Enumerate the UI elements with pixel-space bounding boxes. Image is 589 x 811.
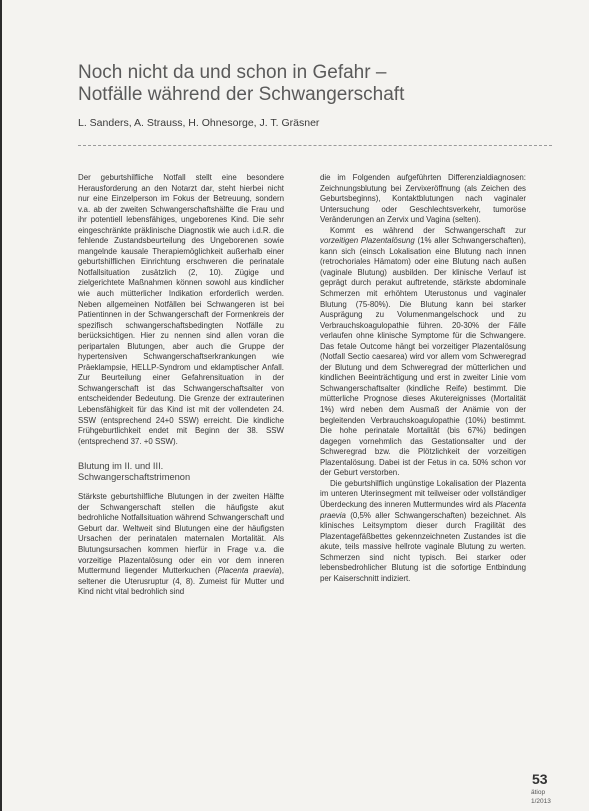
author-list: L. Sanders, A. Strauss, H. Ohnesorge, J. T. Gräsner bbox=[78, 117, 320, 129]
abruption-paragraph bbox=[320, 226, 526, 479]
page-binding-edge bbox=[0, 0, 2, 811]
section-heading-line-2: Schwangerschaftstrimenon bbox=[78, 472, 191, 483]
section-heading bbox=[78, 461, 284, 483]
bleeding-text-start: Stärkste geburtshilfliche Blutungen in der zweiten Hälfte der Schwangerschaft stellen die häufigste akut bedrohliche Notfallsituation während Schwangerschaft und Geburt dar. Weltweit sind Blutungen eine der häufigsten Ursachen der perinatalen maternalen Mortalität. Als Blutungsursachen kommen hierfür in Frage v.a. die vorzeitige Plazentalösung oder ein vor dem inneren Muttermund liegender Mutterkuchen ( bbox=[78, 492, 284, 576]
dashed-divider bbox=[78, 145, 552, 146]
journal-issue: 1/2013 bbox=[531, 798, 551, 805]
journal-info bbox=[531, 788, 551, 806]
praevia-text-end: (0,5% aller Schwangerschaften) bezeichnet. Als klinisches Leitsymptom dieser durch Fragilität des Plazentagefäßbettes gekennzeichneten Zustandes ist die akute, teils massive hellrote vaginale Blutung zu werten. Schmerzen sind nicht typisch. Bei starker oder lebensbedrohlicher Blutung ist die sofortige Entbindung per Kaiserschnitt indiziert. bbox=[320, 510, 526, 583]
text-column-right bbox=[320, 173, 526, 584]
bleeding-text-end: ), seltener die Uterusruptur (4, 8). Zumeist für Mutter und Kind nicht vital bedrohlich sind bbox=[78, 566, 284, 597]
article-title-line-1: Noch nicht da und schon in Gefahr – bbox=[78, 62, 387, 83]
intro-paragraph: Der geburtshilfliche Notfall stellt eine besondere Herausforderung an den Notarzt dar, steht hierbei nicht nur eine Einzelperson im Fokus der Betreuung, sondern v.a. ab der zweiten Schwangerschaftshälfte die Frau und ihr potentiell lebensfähiges, ungeborenes Kind. Die sehr eingeschränkte präklinische Diagnostik wie auch i.d.R. die fehlende Zustandsbeurteilung des Ungeborenen sowie mangelnde kausale Therapiemöglichkeit außerhalb einer geburtshilflichen Einrichtung erschweren die perinatale Notfallsituation zusätzlich (2, 10). Zügige und zielgerichtete Maßnahmen können sowohl aus kindlicher wie auch mütterlicher Indikation erforderlich werden. Neben allgemeinen Notfällen bei Schwangeren ist bei Patientinnen in der Schwangerschaft der Formenkreis der spezifisch schwangerschaftsbedingten Notfälle zu berücksichtigen. Hier zu nennen sind allen voran die peripartalen Blutungen, aber auch die Gruppe der hypertensiven Schwangerschaftserkrankungen wie Präeklampsie, HELLP-Syndrom und eklamptischer Anfall. Zur Beurteilung einer Gefahrensituation in der Schwangerschaft ist das Schwangerschaftsalter von entscheidender Bedeutung. Die Grenze der extrauterinen Lebensfähigkeit für das Kind ist mit der vollendeten 24. SSW (entsprechend 24+0 SSW) erreicht. Die kindliche Frühgeburtlichkeit endet mit Beginn der 38. SSW (entsprechend 37. +0 SSW). bbox=[78, 173, 284, 446]
placenta-praevia-term: Placenta praevia bbox=[217, 566, 280, 576]
praevia-term: Placenta praevia bbox=[320, 499, 526, 520]
bleeding-paragraph bbox=[78, 492, 284, 597]
praevia-text-start: Die geburtshilflich ungünstige Lokalisation der Plazenta im unteren Uterinsegment mit teilweiser oder vollständiger Überdeckung des inneren Muttermundes wird als bbox=[320, 478, 526, 509]
journal-name: ätiop bbox=[531, 789, 546, 796]
praevia-paragraph bbox=[320, 479, 526, 584]
page-number: 53 bbox=[532, 771, 548, 787]
abruption-text-start: Kommt es während der Schwangerschaft zur bbox=[330, 225, 526, 235]
differential-diagnosis-paragraph: die im Folgenden aufgeführten Differenzialdiagnosen: Zeichnungsblutung bei Zervixeröffnung (als Zeichen des Geburtsbeginns), Kontaktblutungen nach vaginaler Untersuchung oder Geschlechtsverkehr, tumoröse Veränderungen an Zervix und Vagina (selten). bbox=[320, 173, 526, 225]
section-heading-line-1: Blutung im II. und III. bbox=[78, 461, 164, 472]
article-title-line-2: Notfälle während der Schwangerschaft bbox=[78, 84, 405, 105]
abruption-text-end: (1% aller Schwangerschaften), kann sich (einsch Lokalisation eine Blutung nach innen (retrochoriales Hämatom) oder eine Blutung nach außen (vaginale Blutung) ausbilden. Der klinische Verlauf ist geprägt durch perakut auftretende, stärkste abdominale Schmerzen mit erhöhtem Uterustonus und vaginaler Blutung (75-80%). Die Blutung kann bei starker Ausprägung zu Volumenmangelschock und zu Verbrauchskoagulopathie führen. 20-30% der Fälle verlaufen ohne klinische Symptome für die Schwangere. Das fetale Outcome hängt bei vorzeitiger Plazentalösung (Notfall Sectio caesarea) wird vor allem vom Schweregrad der Blutung und dem Schweregrad der mütterlichen und kindlichen Beeinträchtigung und erst in zweiter Linie vom Schwangerschaftsalter (kindliche Reife) bestimmt. Die mütterliche Prognose dieses Akutereignisses (Mortalität 1%) wird neben dem Ausmaß der Anämie von der begleitenden Verbrauchskoagulopathie (10%) bestimmt. Die hohe perinatale Mortalität (bis 67%) bedingen dagegen vornehmlich das Gestationsalter und der Schweregrad bzw. die Plötzlichkeit der vorzeitigen Plazentalösung. Dabei ist der Fetus in ca. 50% schon vor der Geburt verstorben. bbox=[320, 236, 526, 478]
article-title bbox=[78, 62, 548, 106]
text-column-left bbox=[78, 173, 284, 598]
abruption-term: vorzeitigen Plazentalösung bbox=[320, 236, 415, 246]
